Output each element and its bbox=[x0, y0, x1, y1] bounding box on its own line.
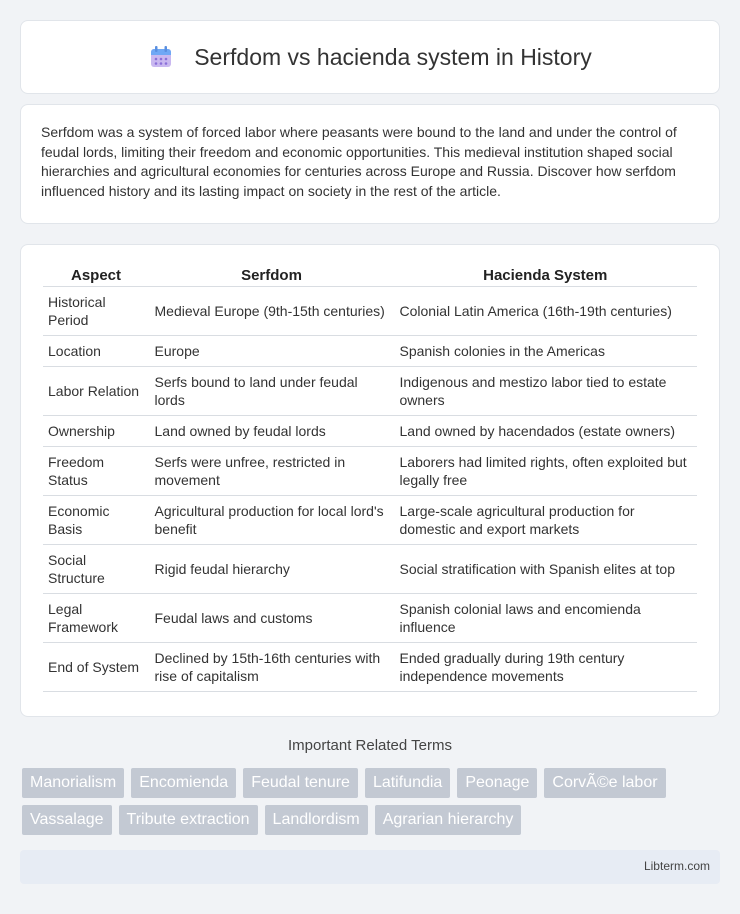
row-serfdom: Europe bbox=[149, 336, 394, 367]
table-row bbox=[43, 545, 697, 594]
row-serfdom: Land owned by feudal lords bbox=[149, 416, 394, 447]
related-terms-title: Important Related Terms bbox=[288, 737, 452, 754]
row-hacienda: Colonial Latin America (16th-19th centuries) bbox=[394, 287, 697, 336]
header-serfdom: Serfdom bbox=[149, 261, 394, 287]
row-aspect: Labor Relation bbox=[43, 367, 149, 416]
comparison-table bbox=[43, 261, 697, 692]
comparison-table-card bbox=[20, 244, 720, 717]
tag-vassalage[interactable]: Vassalage bbox=[22, 805, 112, 835]
row-serfdom: Feudal laws and customs bbox=[149, 594, 394, 643]
row-serfdom: Agricultural production for local lord's benefit bbox=[149, 496, 394, 545]
row-aspect: Freedom Status bbox=[43, 447, 149, 496]
related-terms-list bbox=[22, 768, 722, 835]
tag-manorialism[interactable]: Manorialism bbox=[22, 768, 124, 798]
table-row bbox=[43, 287, 697, 336]
intro-card bbox=[20, 104, 720, 224]
row-aspect: Legal Framework bbox=[43, 594, 149, 643]
table-row bbox=[43, 496, 697, 545]
calendar-icon bbox=[148, 44, 174, 70]
header-aspect: Aspect bbox=[43, 261, 149, 287]
table-row bbox=[43, 416, 697, 447]
tag-feudal-tenure[interactable]: Feudal tenure bbox=[243, 768, 358, 798]
tag-peonage[interactable]: Peonage bbox=[457, 768, 537, 798]
tag-agrarian-hierarchy[interactable]: Agrarian hierarchy bbox=[375, 805, 522, 835]
row-hacienda: Spanish colonial laws and encomienda influence bbox=[394, 594, 697, 643]
row-hacienda: Social stratification with Spanish elites at top bbox=[394, 545, 697, 594]
row-hacienda: Ended gradually during 19th century independence movements bbox=[394, 643, 697, 692]
row-serfdom: Serfs were unfree, restricted in movement bbox=[149, 447, 394, 496]
row-hacienda: Spanish colonies in the Americas bbox=[394, 336, 697, 367]
table-row bbox=[43, 447, 697, 496]
row-serfdom: Rigid feudal hierarchy bbox=[149, 545, 394, 594]
title-card bbox=[20, 20, 720, 94]
row-aspect: Social Structure bbox=[43, 545, 149, 594]
table-header-row bbox=[43, 261, 697, 287]
tag-encomienda[interactable]: Encomienda bbox=[131, 768, 236, 798]
row-aspect: Economic Basis bbox=[43, 496, 149, 545]
row-hacienda: Land owned by hacendados (estate owners) bbox=[394, 416, 697, 447]
row-hacienda: Large-scale agricultural production for domestic and export markets bbox=[394, 496, 697, 545]
tag-corvee-labor[interactable]: CorvÃ©e labor bbox=[544, 768, 665, 798]
header-hacienda: Hacienda System bbox=[394, 261, 697, 287]
intro-text: Serfdom was a system of forced labor where peasants were bound to the land and under the control of feudal lords, limiting their freedom and economic opportunities. This medieval institution shaped social hierarchies and agricultural economies for centuries across Europe and Russia. Discover how serfdom influenced history and its lasting impact on society in the rest of the article. bbox=[41, 124, 677, 199]
table-row bbox=[43, 643, 697, 692]
footer-site-link[interactable]: Libterm.com bbox=[643, 859, 710, 873]
tag-landlordism[interactable]: Landlordism bbox=[265, 805, 368, 835]
tag-tribute-extraction[interactable]: Tribute extraction bbox=[119, 805, 258, 835]
row-aspect: Location bbox=[43, 336, 149, 367]
row-serfdom: Medieval Europe (9th-15th centuries) bbox=[149, 287, 394, 336]
footer bbox=[20, 850, 720, 884]
row-aspect: End of System bbox=[43, 643, 149, 692]
table-row bbox=[43, 336, 697, 367]
row-hacienda: Laborers had limited rights, often exploited but legally free bbox=[394, 447, 697, 496]
table-row bbox=[43, 367, 697, 416]
row-serfdom: Declined by 15th-16th centuries with rise of capitalism bbox=[149, 643, 394, 692]
row-hacienda: Indigenous and mestizo labor tied to estate owners bbox=[394, 367, 697, 416]
page-title: Serfdom vs hacienda system in History bbox=[194, 43, 592, 70]
row-aspect: Historical Period bbox=[43, 287, 149, 336]
row-aspect: Ownership bbox=[43, 416, 149, 447]
tag-latifundia[interactable]: Latifundia bbox=[365, 768, 450, 798]
row-serfdom: Serfs bound to land under feudal lords bbox=[149, 367, 394, 416]
table-row bbox=[43, 594, 697, 643]
